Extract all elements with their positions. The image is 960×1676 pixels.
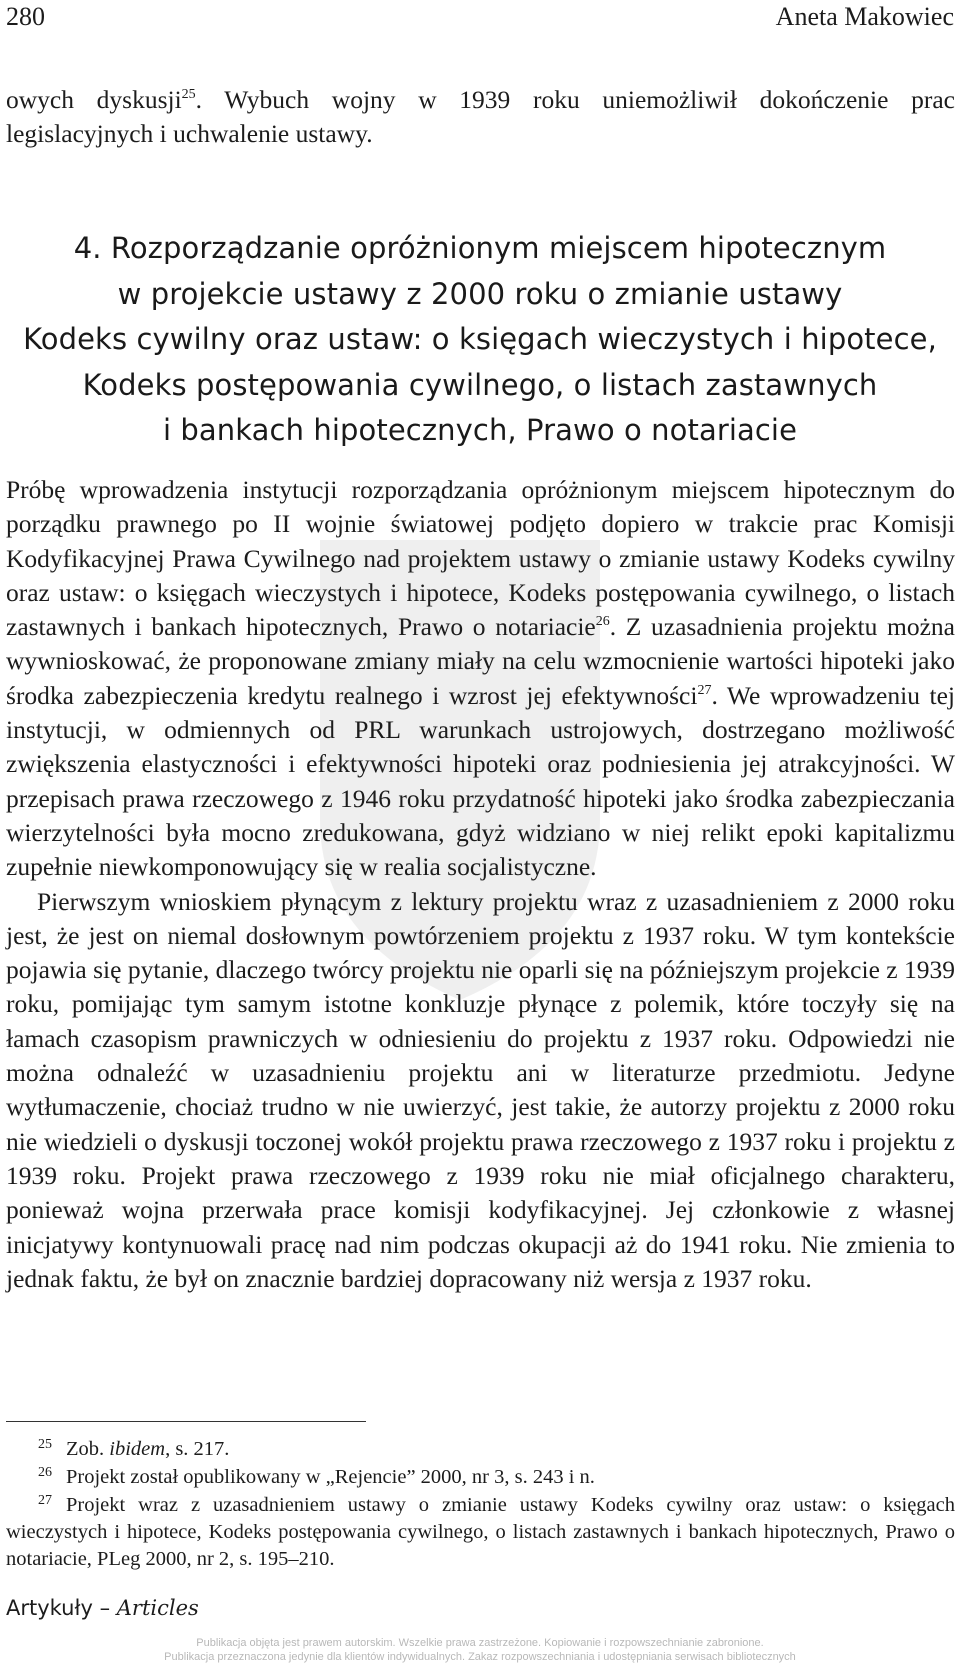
paragraph-1-part-c: . We wprowadzeniu tej instytucji, w odmiennych od PRL warunkach ustrojowych, dostrzegano możliwość zwiększenia elastyczności i efektywności hipoteki oraz podniesienia jej atrakcyjności. W przepisach prawa rzeczowego z 1946 roku przydatność hipoteki jako środka zabezpieczania wierzytelności była mocno zredukowana, gdyż widziano w niej relikt epoki kapitalizmu zupełnie niewkomponowujący się w realia socjalistyczne. xyxy=(6,680,956,882)
heading-line-5: i bankach hipotecznych, Prawo o notariacie xyxy=(162,413,798,447)
copyright-notice xyxy=(0,1636,960,1664)
footnote-separator xyxy=(6,1421,366,1422)
paragraph-1 xyxy=(6,473,955,885)
paragraph-1-part-b: . Z uzasadnienia projektu można wywnioskować, że proponowane zmiany miały na celu wzmocnienie wartości hipoteki jako środka zabezpieczenia kredytu realnego i wzrost jej efektywności xyxy=(6,612,955,710)
body-text xyxy=(6,473,955,1296)
continuation-text-start: owych dyskusji xyxy=(6,85,182,114)
continuation-text-end: . Wybuch wojny w 1939 roku uniemożliwił dokończenie prac legislacyjnych i uchwalenie ustawy. xyxy=(6,85,955,148)
footnotes xyxy=(6,1436,955,1574)
heading-line-1: 4. Rozporządzanie opróżnionym miejscem hipotecznym xyxy=(73,231,887,265)
copyright-notice-line-2: Publikacja przeznaczona jedynie dla klientów indywidualnych. Zakaz rozpowszechniania i udostępniania serwisach bibliotecznych xyxy=(164,1651,796,1663)
continuation-paragraph xyxy=(6,83,955,151)
footnote-ref-27[interactable]: 27 xyxy=(697,682,712,698)
paragraph-1-part-a: Próbę wprowadzenia instytucji rozporządzania opróżnionym miejscem hipotecznym do porządku prawnego po II wojnie światowej podjęto dopiero w trakcie prac Komisji Kodyfikacyjnej Prawa Cywilnego nad projektem ustawy o zmianie ustawy Kodeks cywilny oraz ustaw: o księgach wieczystych i hipotece, Kodeks postępowania cywilnego, o listach zastawnych i bankach hipotecznych, Prawo o notariacie xyxy=(6,475,955,642)
heading-line-4: Kodeks postępowania cywilnego, o listach zastawnych xyxy=(82,367,878,402)
footnote-text-end: , s. 217. xyxy=(165,1438,230,1460)
section-label xyxy=(6,1596,199,1620)
heading-line-2: w projekcie ustawy z 2000 roku o zmianie ustawy xyxy=(117,276,843,311)
footnote-text: Zob. xyxy=(66,1438,110,1460)
paragraph-2: Pierwszym wnioskiem płynącym z lektury projektu wraz z uzasadnieniem z 2000 roku jest, że jest on niemal dosłownym powtórzeniem projektu z 1937 roku. W tym kontekście pojawia się pytanie, dlaczego twórcy projektu nie oparli się na późniejszym projekcie z 1939 roku, pomijając tym samym istotne konkluzje płynące z polemik, które toczyły się na łamach czasopism prawniczych w odniesieniu do projektu z 1937 roku. Odpowiedzi nie można odnaleźć w uzasadnieniu projektu ani w literaturze przedmiotu. Jedyne wytłumaczenie, chociaż trudno w nie uwierzyć, jest takie, że autorzy projektu z 2000 roku nie wiedzieli o dyskusji toczonej wokół projektu prawa rzeczowego z 1937 roku i projektu z 1939 roku. Projekt prawa rzeczowego z 1939 roku nie miał oficjalnego charakteru, ponieważ wojna przerwała prace komisji kodyfikacyjnej. Jej członkowie z własnej inicjatywy kontynuowali pracę nad nim podczas okupacji aż do 1941 roku. Nie zmienia to jednak faktu, że był on znacznie bardziej dopracowany niż wersja z 1937 roku. xyxy=(6,886,955,1293)
footnote-ref-26[interactable]: 26 xyxy=(595,614,610,630)
footnote-25: 25 Zob. ibidem, s. 217. xyxy=(38,1437,230,1460)
footnote-italic-text: ibidem xyxy=(109,1438,166,1460)
section-label-en: Articles xyxy=(116,1596,199,1620)
copyright-notice-line-1: Publikacja objęta jest prawem autorskim. Wszelkie prawa zastrzeżone. Kopiowanie i rozpowszechnianie zabronione. xyxy=(196,1637,764,1649)
footnote-27: 27 Projekt wraz z uzasadnieniem ustawy o zmianie ustawy Kodeks cywilny oraz ustaw: o księgach wieczystych i hipotece, Kodeks postępowania cywilnego, o listach zastawnych i bankach hipotecznych, Prawo o notariacie, PLeg 2000, nr 2, s. 195–210. xyxy=(6,1493,955,1570)
footnote-ref-25[interactable]: 25 xyxy=(181,87,196,102)
footnote-text: Projekt został opublikowany w „Rejencie” 2000, nr 3, s. 243 i n. xyxy=(66,1466,595,1488)
heading-line-3: Kodeks cywilny oraz ustaw: o księgach wieczystych i hipotece, xyxy=(23,322,937,356)
page-number: 280 xyxy=(6,2,45,31)
section-label-separator: – xyxy=(92,1596,117,1620)
section-heading xyxy=(0,226,960,454)
footnote-text: Projekt wraz z uzasadnieniem ustawy o zmianie ustawy Kodeks cywilny oraz ustaw: o księgach wieczystych i hipotece, Kodeks postępowania cywilnego, o listach zastawnych i bankach hipotecznych, Prawo o notariacie, PLeg 2000, nr 2, s. 195–210. xyxy=(6,1494,955,1570)
section-label-pl: Artykuły xyxy=(6,1596,93,1620)
running-head xyxy=(6,2,954,38)
running-head-author: Aneta Makowiec xyxy=(775,2,954,31)
footnote-26: 26 Projekt został opublikowany w „Rejencie” 2000, nr 3, s. 243 i n. xyxy=(38,1465,595,1488)
